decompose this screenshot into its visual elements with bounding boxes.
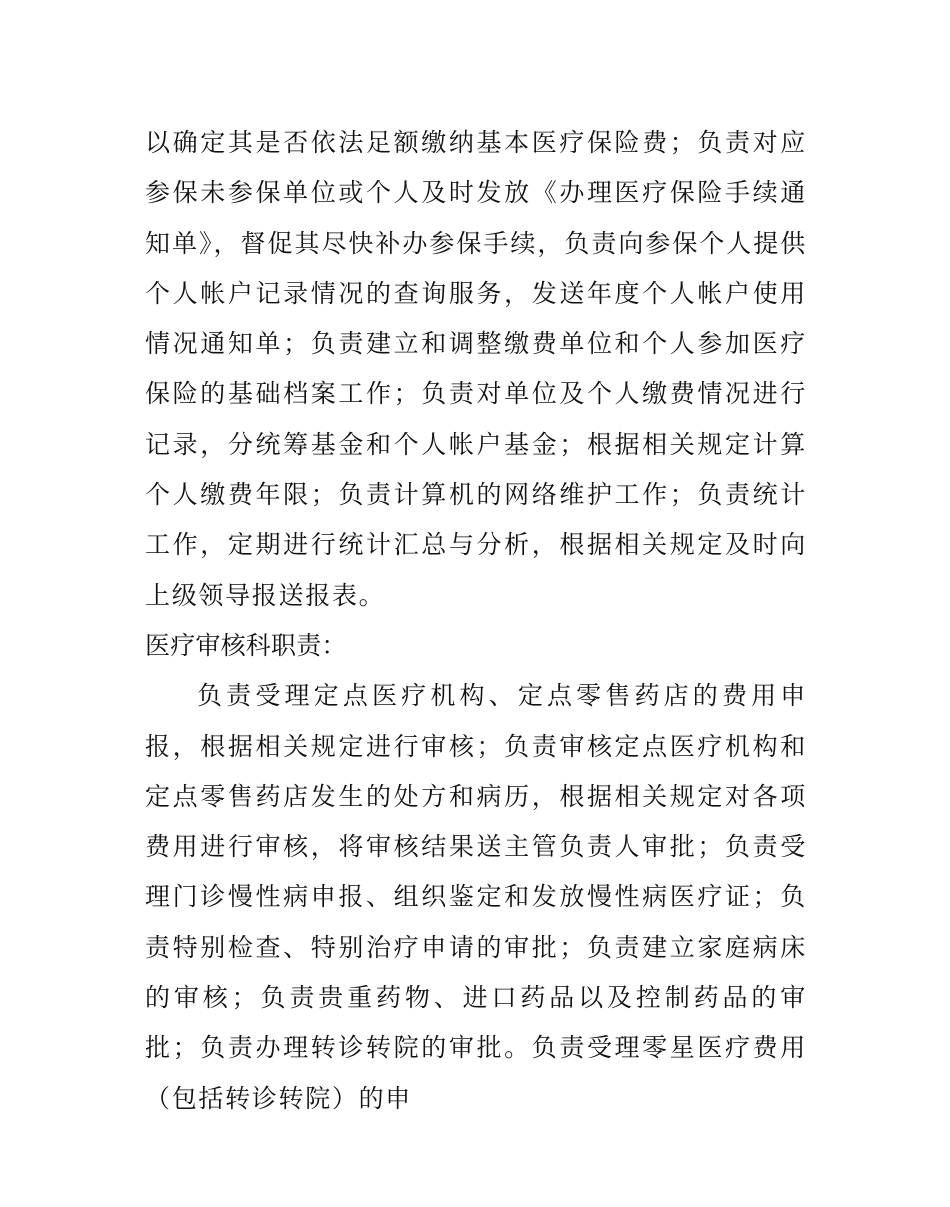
section-heading: 医疗审核科职责：: [145, 630, 347, 660]
body-paragraph: 负责受理定点医疗机构、定点零售药店的费用申报，根据相关规定进行审核；负责审核定点医疗机构和定点零售药店发生的处方和病历，根据相关规定对各项费用进行审核，将审核结果送主管负责人审批；负责受理门诊慢性病申报、组织鉴定和发放慢性病医疗证；负责特别检查、特别治疗申请的审批；负责建立家庭病床的审核；负责贵重药物、进口药品以及控制药品的审批；负责办理转诊转院的审批。负责受理零星医疗费用（包括转诊转院）的申: [145, 681, 807, 1113]
document-body: [145, 118, 807, 1124]
body-paragraph: 以确定其是否依法足额缴纳基本医疗保险费；负责对应参保未参保单位或个人及时发放《办理医疗保险手续通知单》，督促其尽快补办参保手续，负责向参保个人提供个人帐户记录情况的查询服务，发送年度个人帐户使用情况通知单；负责建立和调整缴费单位和个人参加医疗保险的基础档案工作；负责对单位及个人缴费情况进行记录，分统筹基金和个人帐户基金；根据相关规定计算个人缴费年限；负责计算机的网络维护工作；负责统计工作，定期进行统计汇总与分析，根据相关规定及时向上级领导报送报表。: [145, 128, 807, 610]
